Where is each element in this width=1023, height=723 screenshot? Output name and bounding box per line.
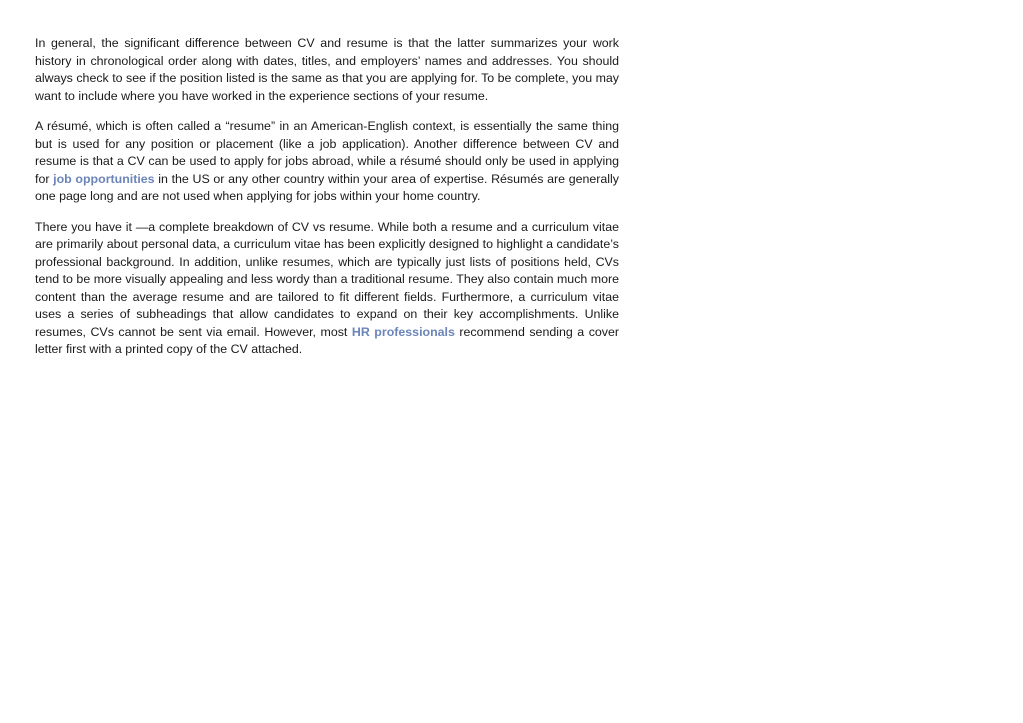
paragraph-3	[35, 219, 619, 359]
job-opportunities-link[interactable]: job opportunities	[53, 171, 155, 186]
paragraph-3-text-end: recommend sending a cover letter first with a printed copy of the CV attached.	[35, 324, 620, 356]
hr-professionals-link[interactable]: HR professionals	[351, 324, 455, 339]
paragraph-2-text-start: A résumé, which is often called a “resume” in an American-English context, is essentially the same thing but is used for any position or placement (like a job application). Another difference between CV and resume is that a CV can be used to apply for jobs abroad, while a résumé should only be used in applying for	[35, 119, 619, 186]
paragraph-1: In general, the significant difference between CV and resume is that the latter summarizes your work history in chronological order along with dates, titles, and employers’ names and addresses. You should always check to see if the position listed is the same as that you are applying for. To be complete, you may want to include where you have worked in the experience sections of your resume.	[35, 36, 619, 103]
paragraph-2-text-end: in the US or any other country within your area of expertise. Résumés are generally one page long and are not used when applying for jobs within your home country.	[35, 171, 619, 203]
paragraph-3-text-start: There you have it —a complete breakdown of CV vs resume. While both a resume and a curriculum vitae are primarily about personal data, a curriculum vitae has been explicitly designed to highlight a candidate’s professional background. In addition, unlike resumes, which are typically just lists of positions held, CVs tend to be more visually appealing and less wordy than a traditional resume. They also contain much more content than the average resume and are tailored to fit different fields. Furthermore, a curriculum vitae uses a series of subheadings that allow candidates to expand on their key accomplishments. Unlike resumes, CVs cannot be sent via email. However, most	[35, 219, 619, 339]
paragraph-2	[35, 118, 619, 206]
article-body	[35, 35, 619, 372]
